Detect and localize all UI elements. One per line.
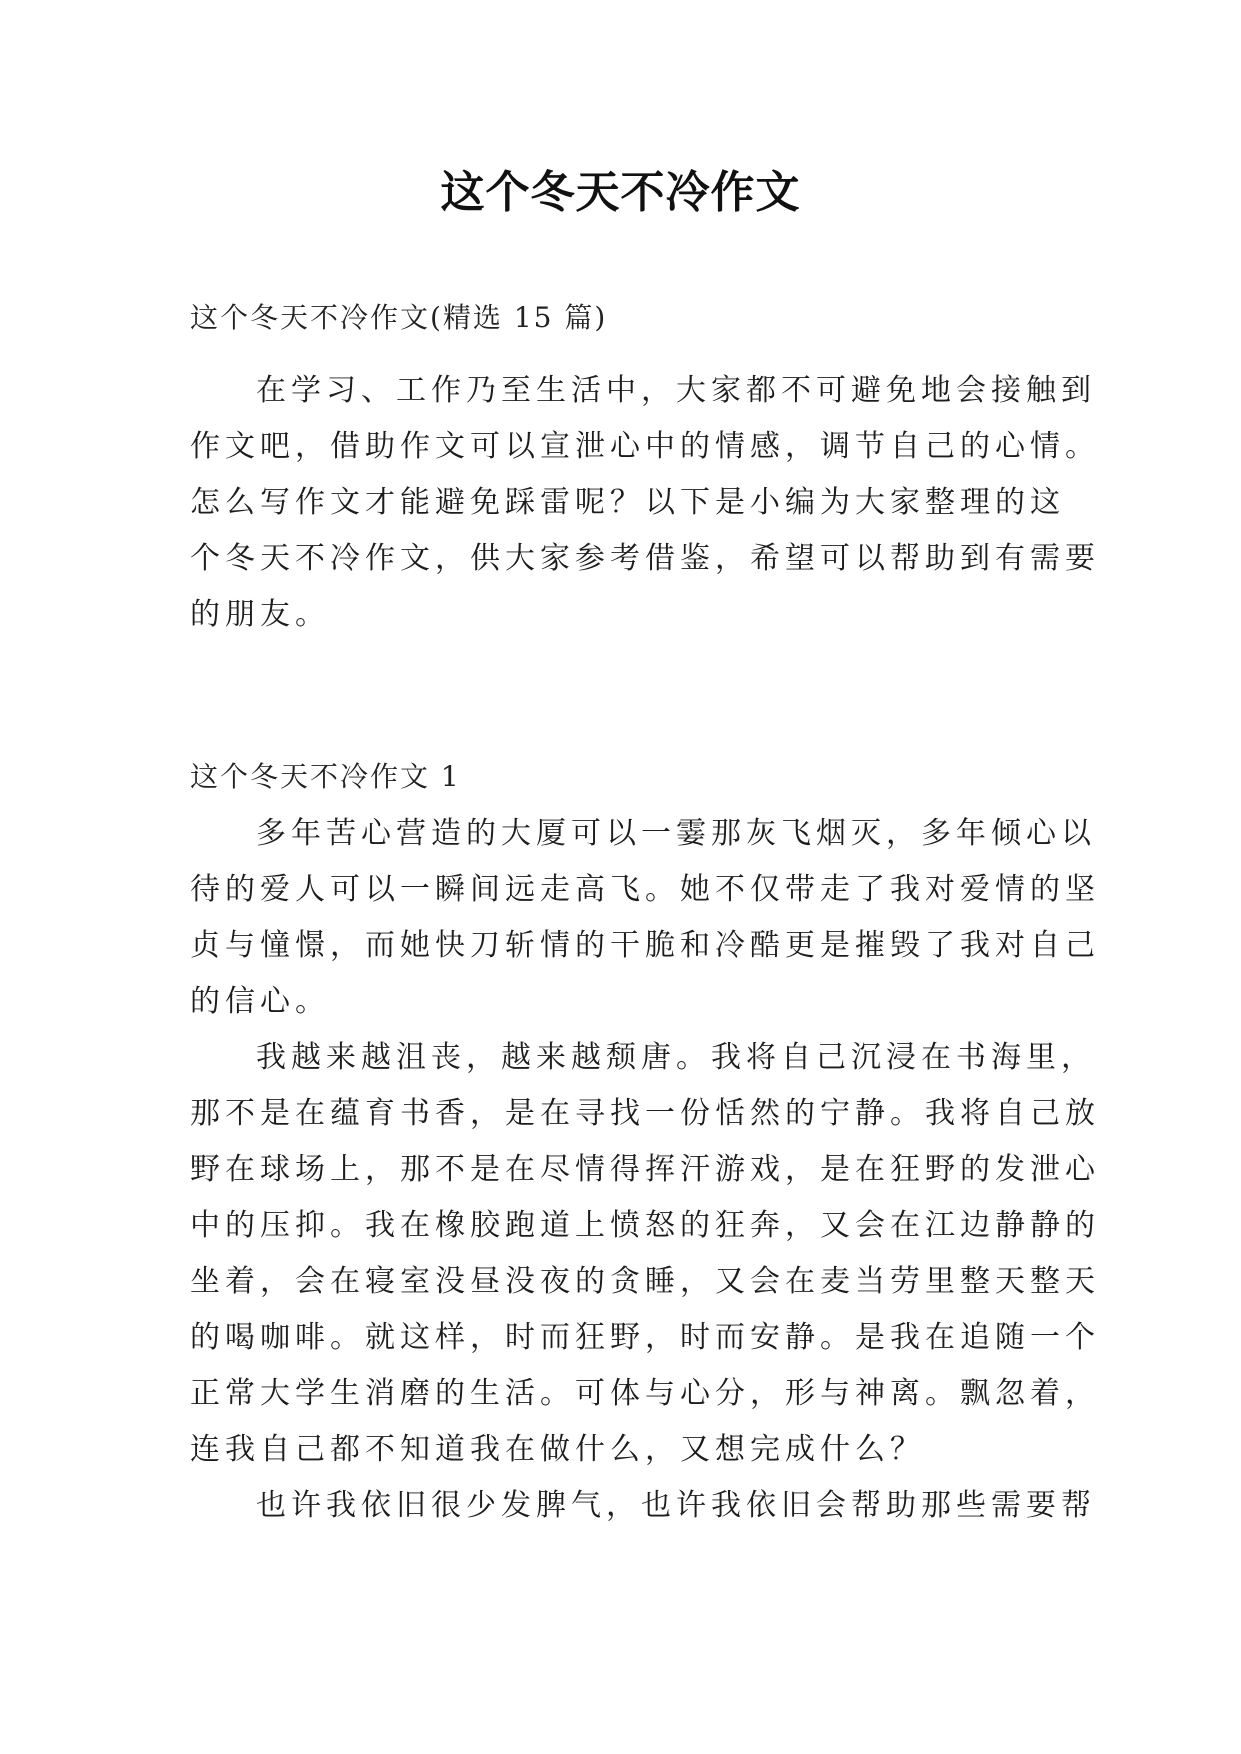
- paragraph-line: 的信心。: [190, 984, 330, 1019]
- intro-line: 个冬天不冷作文，供大家参考借鉴，希望可以帮助到有需要: [190, 541, 1100, 576]
- intro-line: 怎么写作文才能避免踩雷呢？以下是小编为大家整理的这: [190, 485, 1065, 520]
- paragraph-line: 坐着，会在寝室没昼没夜的贪睡，又会在麦当劳里整天整天: [190, 1264, 1100, 1299]
- intro-line: 在学习、工作乃至生活中，大家都不可避免地会接触到: [256, 373, 1096, 408]
- paragraph-line: 也许我依旧很少发脾气，也许我依旧会帮助那些需要帮: [256, 1488, 1096, 1523]
- intro-paragraph: [190, 363, 1100, 643]
- paragraph-line: 中的压抑。我在橡胶跑道上愤怒的狂奔，又会在江边静静的: [190, 1208, 1100, 1243]
- paragraph-line: 野在球场上，那不是在尽情得挥汗游戏，是在狂野的发泄心: [190, 1152, 1100, 1187]
- paragraph-line: 的喝咖啡。就这样，时而狂野，时而安静。是我在追随一个: [190, 1320, 1100, 1355]
- paragraph-line: 那不是在蕴育书香，是在寻找一份恬然的宁静。我将自己放: [190, 1096, 1100, 1131]
- paragraph-line: 多年苦心营造的大厦可以一霎那灰飞烟灭，多年倾心以: [256, 816, 1096, 851]
- paragraph-line: 正常大学生消磨的生活。可体与心分，形与神离。飘忽着，: [190, 1376, 1100, 1411]
- intro-line: 作文吧，借助作文可以宣泄心中的情感，调节自己的心情。: [190, 429, 1100, 464]
- paragraph-line: 待的爱人可以一瞬间远走高飞。她不仅带走了我对爱情的坚: [190, 872, 1100, 907]
- essay-paragraph-2: [190, 1030, 1100, 1478]
- paragraph-line: 贞与憧憬，而她快刀斩情的干脆和冷酷更是摧毁了我对自己: [190, 928, 1100, 963]
- intro-line: 的朋友。: [190, 597, 330, 632]
- paragraph-line: 我越来越沮丧，越来越颓唐。我将自己沉浸在书海里，: [256, 1040, 1096, 1075]
- document-subtitle: 这个冬天不冷作文(精选 15 篇): [190, 301, 608, 334]
- paragraph-line: 连我自己都不知道我在做什么，又想完成什么？: [190, 1432, 925, 1467]
- section-heading: 这个冬天不冷作文 1: [190, 760, 461, 793]
- document-title: 这个冬天不冷作文: [440, 167, 801, 218]
- essay-paragraph-3: [190, 1478, 1096, 1534]
- essay-paragraph-1: [190, 806, 1100, 1030]
